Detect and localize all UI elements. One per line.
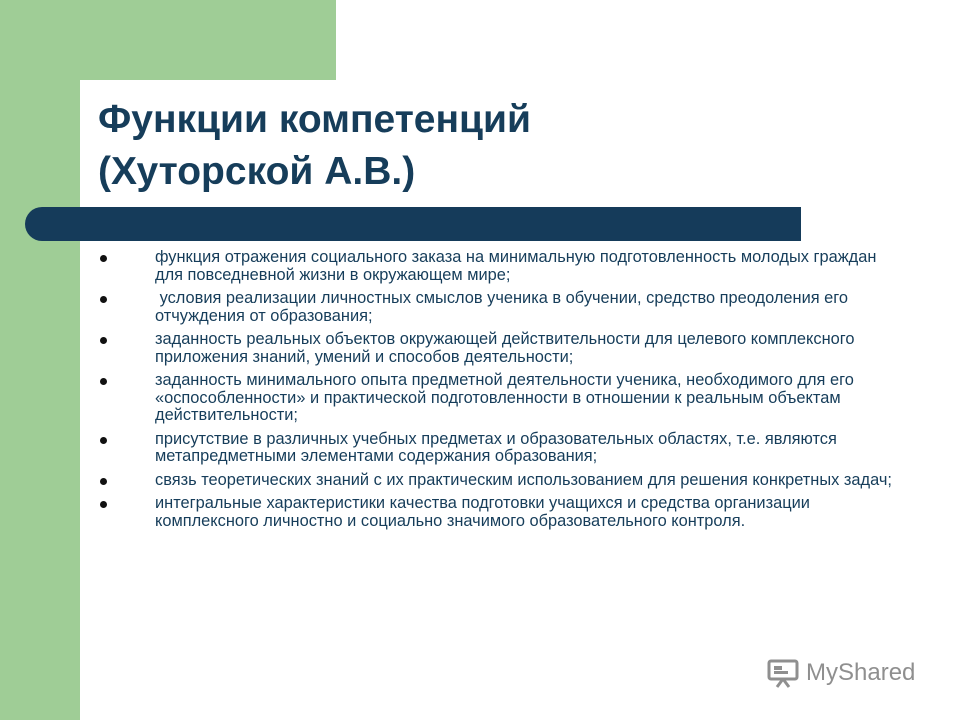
list-item-text: интегральные характеристики качества подготовки учащихся и средства организации комплексного личностно и социально значимого образовательного контроля.	[155, 494, 810, 530]
list-item	[100, 331, 900, 366]
title-divider-bar	[25, 207, 801, 241]
bullet-dot-icon	[100, 296, 107, 303]
bullet-dot-icon	[100, 378, 107, 385]
list-item	[100, 495, 900, 530]
watermark-text: MyShared	[806, 659, 916, 686]
bullet-dot-icon	[100, 337, 107, 344]
list-item	[100, 290, 900, 325]
list-item	[100, 431, 900, 466]
presentation-screen-icon	[766, 658, 800, 688]
list-item-text: присутствие в различных учебных предметах и образовательных областях, т.е. являются метапредметными элементами содержания образования;	[155, 429, 837, 465]
title-line-2: (Хуторской А.В.)	[98, 150, 416, 193]
list-item-text: заданность реальных объектов окружающей действительности для целевого комплексного приложения знаний, умений и способов деятельности;	[155, 330, 855, 366]
slide-title	[98, 94, 798, 198]
list-item	[100, 372, 900, 425]
bullet-list	[100, 249, 900, 536]
list-item-text: заданность минимального опыта предметной деятельности ученика, необходимого для его «оспособленности» и практической подготовленности в отношении к реальным объектам действительности;	[155, 371, 854, 424]
list-item-text: связь теоретических знаний с их практическим использованием для решения конкретных задач;	[155, 470, 892, 489]
watermark	[766, 658, 915, 688]
list-item-text: функция отражения социального заказа на минимальную подготовленность молодых граждан для повседневной жизни в окружающем мире;	[155, 248, 877, 284]
bullet-dot-icon	[100, 255, 107, 262]
title-line-1: Функции компетенций	[98, 98, 531, 141]
bullet-dot-icon	[100, 478, 107, 485]
green-top-band	[0, 0, 336, 80]
bullet-dot-icon	[100, 437, 107, 444]
bullet-dot-icon	[100, 501, 107, 508]
list-item	[100, 472, 900, 490]
list-item-text: условия реализации личностных смыслов ученика в обучении, средство преодоления его отчуждения от образования;	[155, 289, 853, 325]
green-side-band	[0, 0, 80, 720]
list-item	[100, 249, 900, 284]
